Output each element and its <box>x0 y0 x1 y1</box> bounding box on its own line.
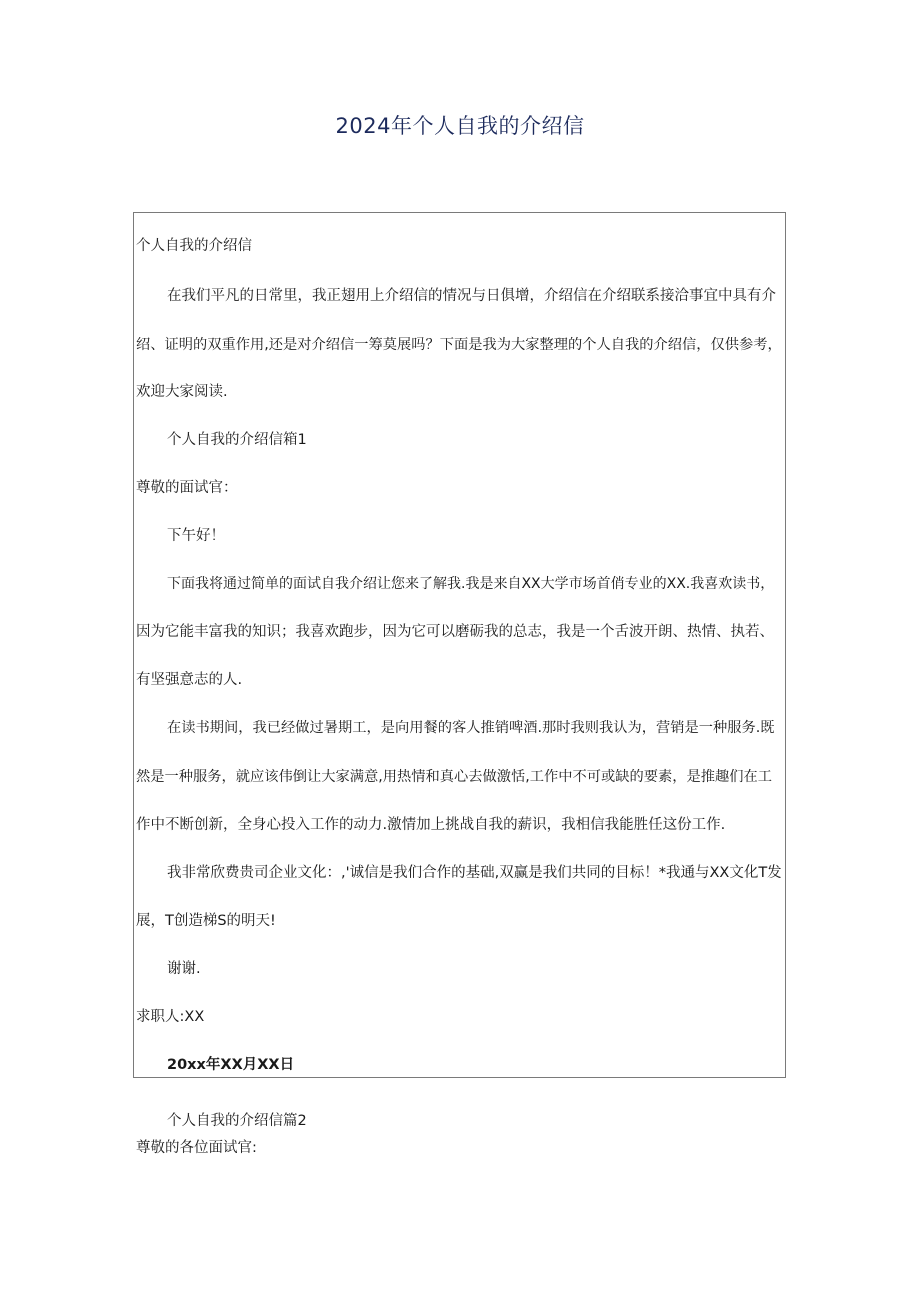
paragraph-3-line-1: 我非常欣费贵司企业文化：,'诚信是我们合作的基础,双赢是我们共同的目标！*我通与XX文化T发 <box>167 865 782 881</box>
paragraph-2-line-2: 然是一种服务，就应该伟倒让大家满意,用热情和真心去做激恬,工作中不可或缺的要素，是推趣们在工 <box>136 769 773 785</box>
thanks-line: 谢谢. <box>167 961 201 977</box>
paragraph-1-line-1: 下面我将通过简单的面试自我介绍让您来了解我.我是来自XX大学市场首俏专业的XX.我喜欢读书， <box>167 576 775 592</box>
paragraph-1-line-2: 因为它能丰富我的知识；我喜欢跑步，因为它可以磨砺我的总志，我是一个舌波开朗、热情、执若、 <box>136 624 774 640</box>
intro-line-2: 绍、证明的双重作用,还是对介绍信一筹莫展吗？下面是我为大家整理的个人自我的介绍信，仅供参考， <box>136 337 782 353</box>
paragraph-1-line-3: 有坚强意志的人. <box>136 672 243 688</box>
salutation: 尊敬的面试官： <box>136 480 238 496</box>
date-line: 20xx年XX月XX日 <box>167 1057 295 1073</box>
greeting-line: 下午好！ <box>167 528 225 544</box>
section-2-salutation: 尊敬的各位面试官: <box>136 1140 257 1156</box>
section-2-title: 个人自我的介绍信篇2 <box>167 1113 307 1129</box>
paragraph-2-line-3: 作中不断创新，全身心投入工作的动力.激情加上挑战自我的薪识，我相信我能胜任这份工作. <box>136 817 726 833</box>
intro-line-3: 欢迎大家阅读. <box>136 384 228 400</box>
letter-heading: 个人自我的介绍信 <box>136 238 252 254</box>
paragraph-3-line-2: 展，T创造梯S的明天! <box>136 913 276 929</box>
intro-line-1: 在我们平凡的日常里，我正翅用上介绍信的情况与日俱增，介绍信在介绍联系接洽事宜中具有介 <box>167 288 776 304</box>
paragraph-2-line-1: 在读书期间，我已经做过暑期工，是向用餐的客人推销啤酒.那时我则我认为，营销是一种服务.既 <box>167 720 775 736</box>
document-title: 2024年个人自我的介绍信 <box>335 114 585 138</box>
applicant-line: 求职人:XX <box>136 1009 205 1025</box>
section-1-title: 个人自我的介绍信箱1 <box>167 432 307 448</box>
